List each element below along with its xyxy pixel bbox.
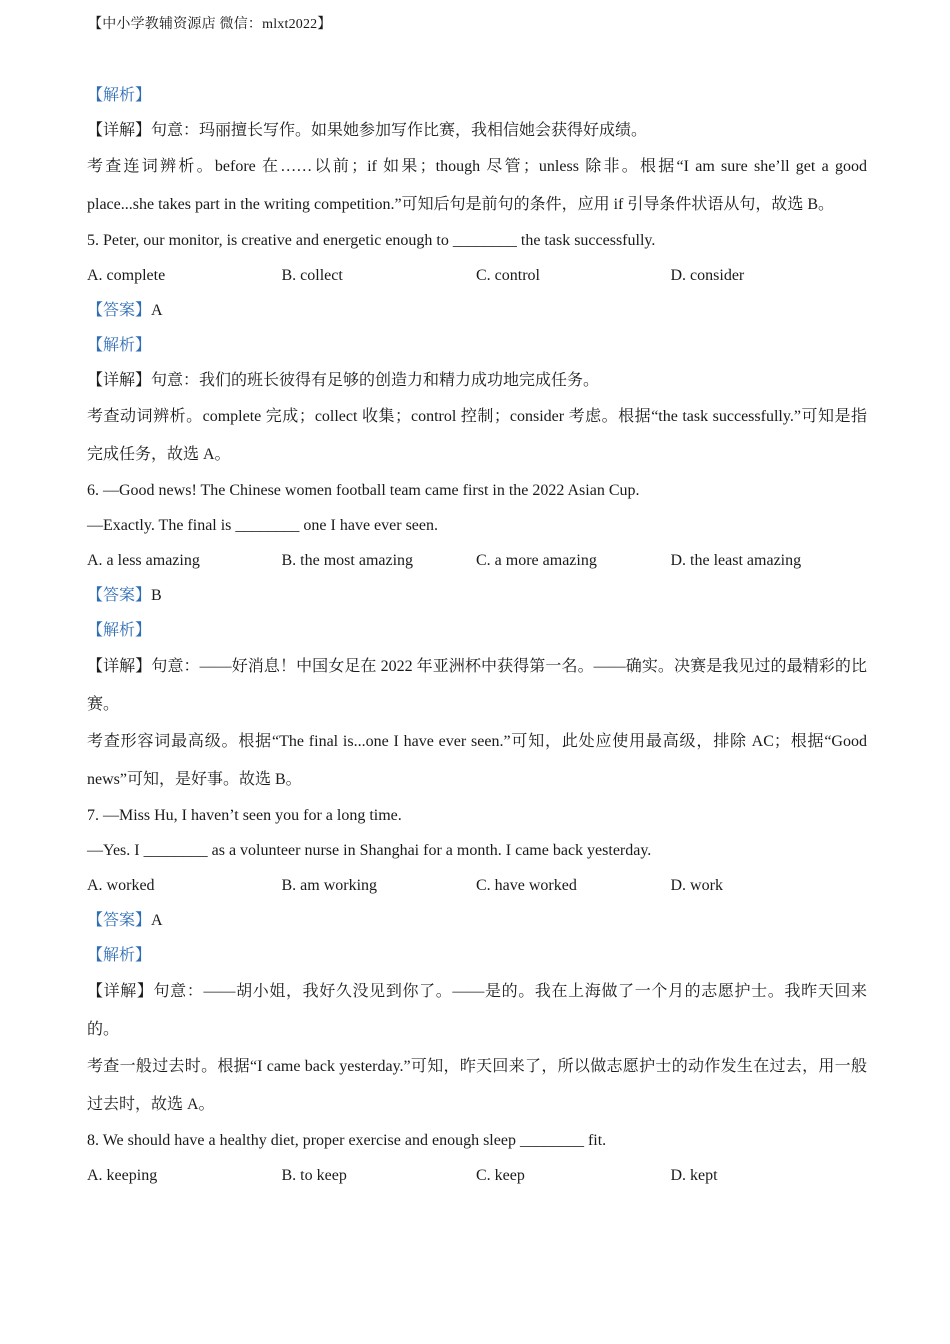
analysis-tag: 【解析】 xyxy=(87,87,152,104)
answer-line xyxy=(87,903,867,938)
detail-text: 【详解】句意：——好消息！中国女足在 2022 年亚洲杯中获得第一名。——确实。决赛是我见过的最精彩的比赛。 xyxy=(87,658,867,713)
question-stem: 8. We should have a healthy diet, proper exercise and enough sleep ________ fit. xyxy=(87,1132,607,1149)
answer-value: A xyxy=(151,302,163,319)
analysis-tag: 【解析】 xyxy=(87,337,152,354)
option-b: B. to keep xyxy=(281,1167,347,1184)
detail-text: 【详解】句意：我们的班长彼得有足够的创造力和精力成功地完成任务。 xyxy=(87,372,600,389)
answer-line xyxy=(87,578,867,613)
question-stem-reply: —Yes. I ________ as a volunteer nurse in Shanghai for a month. I came back yesterday. xyxy=(87,842,652,859)
option-c: C. have worked xyxy=(476,877,577,894)
question-stem: 5. Peter, our monitor, is creative and energetic enough to ________ the task successfully. xyxy=(87,232,656,249)
option-d: D. consider xyxy=(670,267,745,284)
answer-value: B xyxy=(151,587,162,604)
options-row xyxy=(87,868,867,903)
option-d: D. work xyxy=(670,877,723,894)
option-c: C. keep xyxy=(476,1167,525,1184)
page-header: 【中小学教辅资源店 微信：mlxt2022】 xyxy=(88,17,332,32)
option-b: B. collect xyxy=(281,267,343,284)
analysis-tag: 【解析】 xyxy=(87,947,152,964)
answer-tag: 【答案】 xyxy=(87,587,152,604)
question-8 xyxy=(87,1123,867,1193)
option-d: D. the least amazing xyxy=(670,552,802,569)
question-stem: 6. —Good news! The Chinese women football team came first in the 2022 Asian Cup. xyxy=(87,482,640,499)
option-b: B. am working xyxy=(281,877,378,894)
option-c: C. a more amazing xyxy=(476,552,597,569)
option-a: A. a less amazing xyxy=(87,552,200,569)
option-d: D. kept xyxy=(670,1167,718,1184)
explain-text: 考查一般过去时。根据“I came back yesterday.”可知，昨天回来了，所以做志愿护士的动作发生在过去，用一般过去时，故选 A。 xyxy=(87,1058,867,1113)
answer-tag: 【答案】 xyxy=(87,302,152,319)
options-row xyxy=(87,1158,867,1193)
explain-text: 考查连词辨析。before 在……以前；if 如果；though 尽管；unless 除非。根据“I am sure she’ll get a good place...she takes part in the writing competition.”可知后句是前句的条件，应用 if 引导条件状语从句，故选 B。 xyxy=(87,158,867,213)
question-6 xyxy=(87,473,867,798)
options-row xyxy=(87,258,867,293)
document-body xyxy=(87,78,867,1193)
option-a: A. keeping xyxy=(87,1167,158,1184)
question-5 xyxy=(87,223,867,473)
analysis-tag: 【解析】 xyxy=(87,622,152,639)
question-stem: 7. —Miss Hu, I haven’t seen you for a long time. xyxy=(87,807,402,824)
explain-text: 考查动词辨析。complete 完成；collect 收集；control 控制；consider 考虑。根据“the task successfully.”可知是指完成任务，故选 A。 xyxy=(87,408,867,463)
detail-text: 【详解】句意：玛丽擅长写作。如果她参加写作比赛，我相信她会获得好成绩。 xyxy=(87,122,648,139)
question-stem-reply: —Exactly. The final is ________ one I have ever seen. xyxy=(87,517,438,534)
options-row xyxy=(87,543,867,578)
option-b: B. the most amazing xyxy=(281,552,414,569)
option-a: A. worked xyxy=(87,877,155,894)
answer-line xyxy=(87,293,867,328)
question-7 xyxy=(87,798,867,1123)
answer-tag: 【答案】 xyxy=(87,912,152,929)
option-c: C. control xyxy=(476,267,540,284)
explain-text: 考查形容词最高级。根据“The final is...one I have ever seen.”可知，此处应使用最高级，排除 AC；根据“Good news”可知，是好事。故选 B。 xyxy=(87,733,867,788)
answer-value: A xyxy=(151,912,163,929)
detail-text: 【详解】句意：——胡小姐，我好久没见到你了。——是的。我在上海做了一个月的志愿护士。我昨天回来的。 xyxy=(87,983,867,1038)
option-a: A. complete xyxy=(87,267,166,284)
